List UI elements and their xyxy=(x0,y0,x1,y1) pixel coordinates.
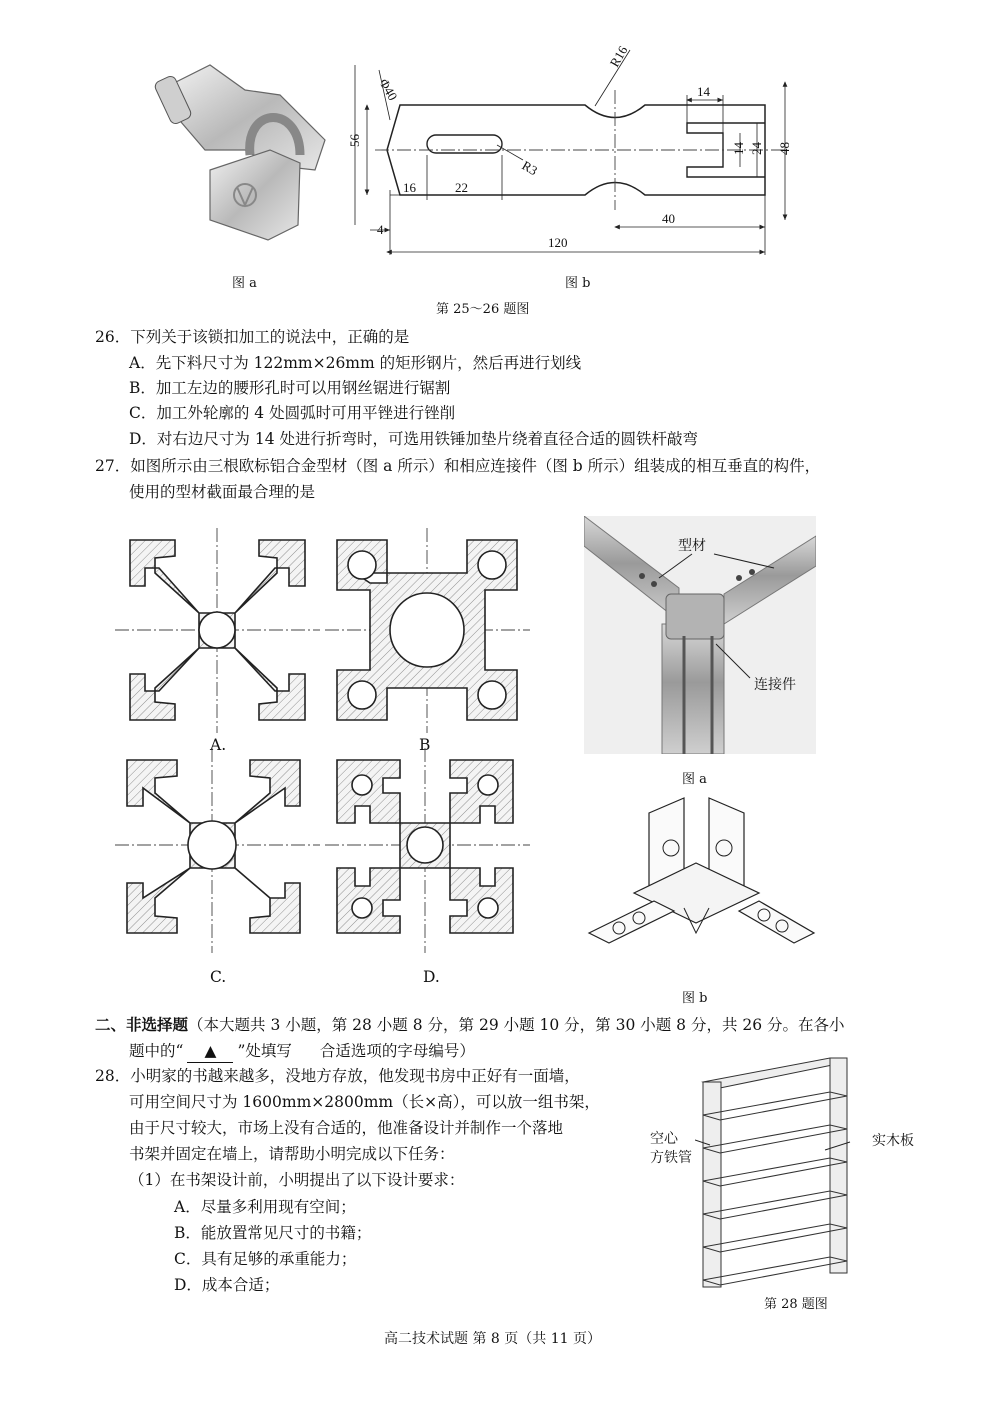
q28-req-c: C．具有足够的承重能力； xyxy=(174,1250,357,1268)
page-footer: 高二技术试题 第 8 页（共 11 页） xyxy=(384,1331,601,1347)
lock-hasp-photo xyxy=(150,55,340,250)
callout-profile: 型材 xyxy=(678,538,706,554)
dim-24: 24 xyxy=(749,142,764,155)
fig-a-label-q27: 图 a xyxy=(682,772,707,787)
fig-b-label-q27: 图 b xyxy=(682,991,708,1006)
bookshelf-caption: 第 28 题图 xyxy=(764,1297,828,1312)
q28-line3: 由于尺寸较大，市场上没有合适的，他准备设计并制作一个落地 xyxy=(129,1119,564,1137)
section2-title: 二、非选择题 xyxy=(95,1015,189,1034)
fig-a-label-top: 图 a xyxy=(232,276,257,291)
hasp-technical-drawing xyxy=(345,30,805,255)
profile-section-c xyxy=(115,748,320,953)
figure-caption-25-26: 第 25～26 题图 xyxy=(436,302,530,317)
answer-blank-mark: ▲ xyxy=(187,1040,233,1063)
q26-option-d: D．对右边尺寸为 14 处进行折弯时，可选用铁锤加垫片绕着直径合适的圆铁杆敲弯 xyxy=(129,430,699,448)
corner-connector-drawing xyxy=(584,793,816,973)
dim-40: 40 xyxy=(662,211,675,226)
bookshelf-label-board: 实木板 xyxy=(872,1133,914,1149)
section2-desc-1: （本大题共 3 小题，第 28 小题 8 分，第 29 小题 10 分，第 30 小题 8 分，共 26 分。在各小 xyxy=(188,1016,845,1034)
callout-connector: 连接件 xyxy=(754,677,796,693)
q28-line1: 28．小明家的书越来越多，没地方存放，他发现书房中正好有一面墙， xyxy=(95,1067,580,1085)
profile-section-b xyxy=(325,528,530,733)
section2-desc-2b: ”处填写 xyxy=(237,1042,292,1060)
bookshelf-label-tube-1: 空心 xyxy=(650,1131,678,1147)
dim-r3: R3 xyxy=(519,157,541,179)
q26-option-a: A．先下料尺寸为 122mm×26mm 的矩形钢片，然后再进行划线 xyxy=(129,354,582,372)
bookshelf-drawing xyxy=(695,1050,855,1290)
profile-d-label: D. xyxy=(423,968,440,986)
q26-stem: 26．下列关于该锁扣加工的说法中，正确的是 xyxy=(95,328,410,346)
q28-req-a: A．尽量多利用现有空间； xyxy=(174,1198,356,1216)
profile-section-a xyxy=(115,528,320,733)
padlock-body xyxy=(210,150,300,240)
dim-16: 16 xyxy=(403,180,416,195)
dim-4: 4 xyxy=(377,222,384,237)
dim-14-top: 14 xyxy=(697,84,710,99)
dim-48: 48 xyxy=(777,142,792,155)
dim-phi40: Φ40 xyxy=(376,76,401,103)
section2-desc-2a: 题中的“ xyxy=(129,1042,184,1060)
q27-stem-line1: 27．如图所示由三根欧标铝合金型材（图 a 所示）和相应连接件（图 b 所示）组装成的相互垂直的构件， xyxy=(95,457,821,475)
profile-a-label: A. xyxy=(210,736,227,754)
section2-desc-2c: 合适选项的字母编号） xyxy=(319,1042,475,1060)
shelf-boards xyxy=(703,1092,847,1285)
dim-120: 120 xyxy=(548,235,568,250)
dim-r16: R16 xyxy=(606,43,631,70)
section2-line1 xyxy=(95,1014,845,1036)
profile-b-label: B xyxy=(419,736,431,754)
dim-22: 22 xyxy=(455,180,468,195)
fig-b-label-top: 图 b xyxy=(565,276,591,291)
dim-56: 56 xyxy=(347,134,362,147)
q28-line4: 书架并固定在墙上，请帮助小明完成以下任务： xyxy=(129,1145,455,1163)
q27-stem-line2: 使用的型材截面最合理的是 xyxy=(129,483,316,501)
q28-sub1: （1）在书架设计前，小明提出了以下设计要求： xyxy=(129,1171,465,1189)
q26-option-b: B．加工左边的腰形孔时可以用钢丝锯进行锯割 xyxy=(129,379,451,397)
bookshelf-label-tube-2: 方铁管 xyxy=(650,1150,692,1166)
q28-req-d: D．成本合适； xyxy=(174,1276,280,1294)
profile-c-label: C. xyxy=(210,968,227,986)
q26-option-c: C．加工外轮廓的 4 处圆弧时可用平锉进行锉削 xyxy=(129,404,456,422)
profile-section-d xyxy=(325,748,530,953)
q28-req-b: B．能放置常见尺寸的书籍； xyxy=(174,1224,372,1242)
q28-line2: 可用空间尺寸为 1600mm×2800mm（长×高），可以放一组书架， xyxy=(129,1093,600,1111)
section2-line2 xyxy=(129,1040,475,1063)
dim-14-side: 14 xyxy=(731,142,746,155)
